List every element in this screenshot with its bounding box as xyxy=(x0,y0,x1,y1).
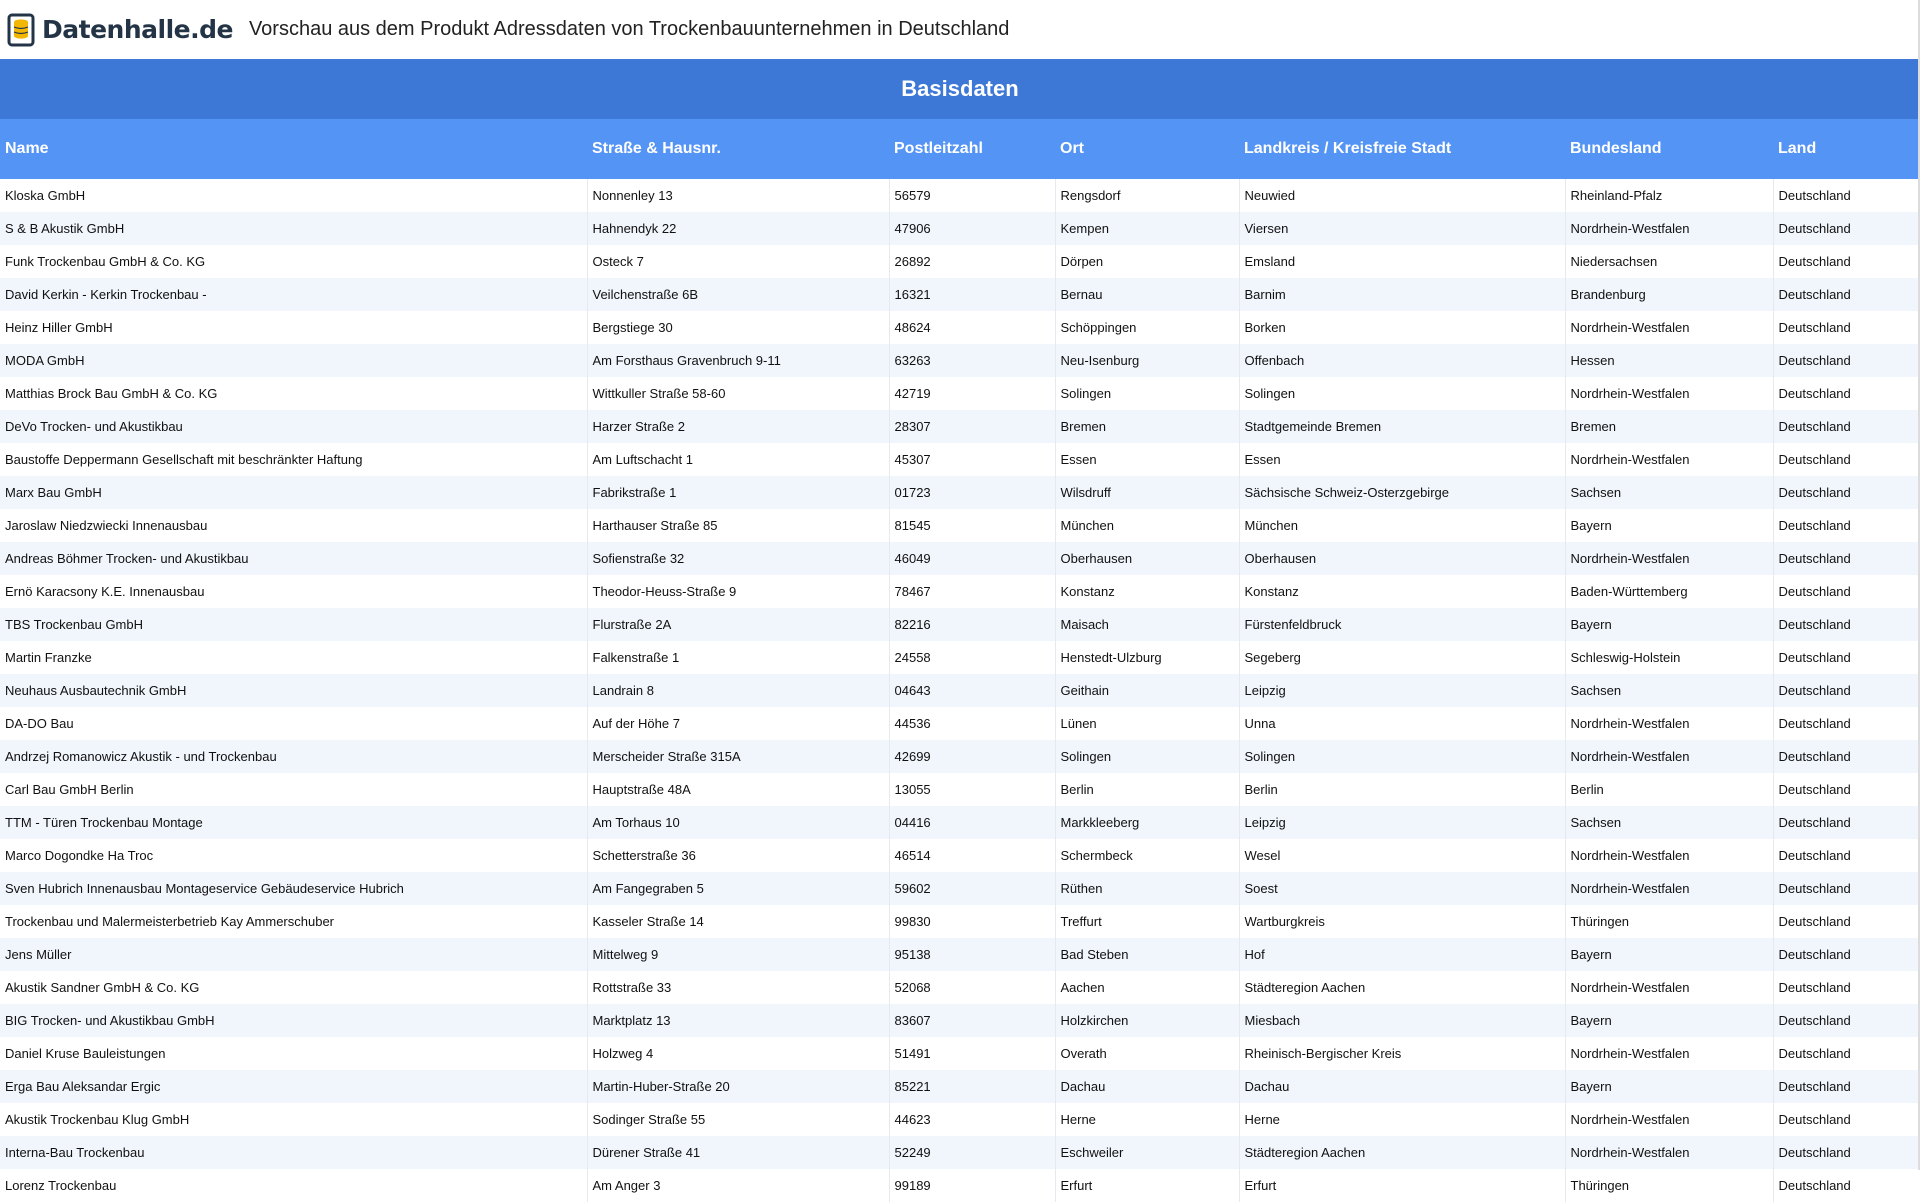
cell-country: Deutschland xyxy=(1773,806,1918,839)
cell-country: Deutschland xyxy=(1773,641,1918,674)
table-row xyxy=(0,212,1918,245)
column-header-city: Ort xyxy=(1055,119,1239,179)
cell-postal-code: 56579 xyxy=(889,179,1055,212)
table-row xyxy=(0,641,1918,674)
table-row xyxy=(0,839,1918,872)
table-header-row xyxy=(0,119,1918,179)
cell-postal-code: 47906 xyxy=(889,212,1055,245)
cell-city: Treffurt xyxy=(1055,905,1239,938)
cell-city: Berlin xyxy=(1055,773,1239,806)
cell-country: Deutschland xyxy=(1773,311,1918,344)
column-header-country: Land xyxy=(1773,119,1918,179)
table-row xyxy=(0,278,1918,311)
cell-city: Henstedt-Ulzburg xyxy=(1055,641,1239,674)
cell-state: Sachsen xyxy=(1565,674,1773,707)
cell-country: Deutschland xyxy=(1773,674,1918,707)
cell-country: Deutschland xyxy=(1773,509,1918,542)
table-row xyxy=(0,674,1918,707)
cell-postal-code: 45307 xyxy=(889,443,1055,476)
table-row xyxy=(0,971,1918,1004)
cell-district: Stadtgemeinde Bremen xyxy=(1239,410,1565,443)
cell-postal-code: 82216 xyxy=(889,608,1055,641)
cell-country: Deutschland xyxy=(1773,938,1918,971)
table-row xyxy=(0,1103,1918,1136)
cell-country: Deutschland xyxy=(1773,377,1918,410)
cell-district: Neuwied xyxy=(1239,179,1565,212)
cell-state: Niedersachsen xyxy=(1565,245,1773,278)
table-row xyxy=(0,179,1918,212)
cell-postal-code: 48624 xyxy=(889,311,1055,344)
cell-country: Deutschland xyxy=(1773,740,1918,773)
cell-postal-code: 99830 xyxy=(889,905,1055,938)
cell-country: Deutschland xyxy=(1773,1103,1918,1136)
cell-country: Deutschland xyxy=(1773,410,1918,443)
table-row xyxy=(0,1004,1918,1037)
cell-street: Osteck 7 xyxy=(587,245,889,278)
cell-state: Nordrhein-Westfalen xyxy=(1565,740,1773,773)
cell-name: Interna-Bau Trockenbau xyxy=(0,1136,587,1169)
table-row xyxy=(0,1037,1918,1070)
cell-name: Sven Hubrich Innenausbau Montageservice Gebäudeservice Hubrich xyxy=(0,872,587,905)
cell-street: Martin-Huber-Straße 20 xyxy=(587,1070,889,1103)
cell-city: Schermbeck xyxy=(1055,839,1239,872)
cell-state: Sachsen xyxy=(1565,476,1773,509)
table-row xyxy=(0,542,1918,575)
cell-state: Nordrhein-Westfalen xyxy=(1565,971,1773,1004)
top-bar xyxy=(0,0,1920,59)
table-row xyxy=(0,872,1918,905)
cell-street: Landrain 8 xyxy=(587,674,889,707)
cell-postal-code: 44536 xyxy=(889,707,1055,740)
cell-city: Erfurt xyxy=(1055,1169,1239,1202)
cell-postal-code: 95138 xyxy=(889,938,1055,971)
cell-postal-code: 24558 xyxy=(889,641,1055,674)
cell-district: Leipzig xyxy=(1239,806,1565,839)
cell-city: Oberhausen xyxy=(1055,542,1239,575)
cell-country: Deutschland xyxy=(1773,971,1918,1004)
cell-district: Rheinisch-Bergischer Kreis xyxy=(1239,1037,1565,1070)
table-row xyxy=(0,476,1918,509)
cell-district: Wartburgkreis xyxy=(1239,905,1565,938)
cell-postal-code: 51491 xyxy=(889,1037,1055,1070)
table-row xyxy=(0,707,1918,740)
cell-postal-code: 46049 xyxy=(889,542,1055,575)
cell-name: MODA GmbH xyxy=(0,344,587,377)
table-row xyxy=(0,575,1918,608)
column-header-state: Bundesland xyxy=(1565,119,1773,179)
cell-state: Schleswig-Holstein xyxy=(1565,641,1773,674)
section-title-basisdaten: Basisdaten xyxy=(0,59,1920,119)
cell-district: Borken xyxy=(1239,311,1565,344)
cell-postal-code: 16321 xyxy=(889,278,1055,311)
cell-street: Marktplatz 13 xyxy=(587,1004,889,1037)
table-row xyxy=(0,740,1918,773)
cell-country: Deutschland xyxy=(1773,1169,1918,1202)
cell-district: Offenbach xyxy=(1239,344,1565,377)
cell-city: Solingen xyxy=(1055,377,1239,410)
cell-state: Nordrhein-Westfalen xyxy=(1565,1136,1773,1169)
cell-postal-code: 13055 xyxy=(889,773,1055,806)
cell-city: München xyxy=(1055,509,1239,542)
cell-name: TBS Trockenbau GmbH xyxy=(0,608,587,641)
cell-postal-code: 52249 xyxy=(889,1136,1055,1169)
cell-street: Dürener Straße 41 xyxy=(587,1136,889,1169)
cell-district: Unna xyxy=(1239,707,1565,740)
cell-country: Deutschland xyxy=(1773,1004,1918,1037)
cell-name: DA-DO Bau xyxy=(0,707,587,740)
table-row xyxy=(0,311,1918,344)
cell-state: Hessen xyxy=(1565,344,1773,377)
cell-state: Brandenburg xyxy=(1565,278,1773,311)
cell-country: Deutschland xyxy=(1773,245,1918,278)
cell-district: Soest xyxy=(1239,872,1565,905)
cell-country: Deutschland xyxy=(1773,344,1918,377)
cell-country: Deutschland xyxy=(1773,1136,1918,1169)
cell-street: Am Fangegraben 5 xyxy=(587,872,889,905)
cell-street: Harzer Straße 2 xyxy=(587,410,889,443)
cell-postal-code: 81545 xyxy=(889,509,1055,542)
cell-city: Bad Steben xyxy=(1055,938,1239,971)
cell-postal-code: 28307 xyxy=(889,410,1055,443)
cell-name: Matthias Brock Bau GmbH & Co. KG xyxy=(0,377,587,410)
table-row xyxy=(0,905,1918,938)
cell-country: Deutschland xyxy=(1773,872,1918,905)
cell-postal-code: 46514 xyxy=(889,839,1055,872)
cell-district: Oberhausen xyxy=(1239,542,1565,575)
cell-city: Bremen xyxy=(1055,410,1239,443)
cell-country: Deutschland xyxy=(1773,575,1918,608)
cell-state: Nordrhein-Westfalen xyxy=(1565,839,1773,872)
cell-country: Deutschland xyxy=(1773,1070,1918,1103)
table-row xyxy=(0,1169,1918,1202)
cell-street: Sodinger Straße 55 xyxy=(587,1103,889,1136)
cell-state: Nordrhein-Westfalen xyxy=(1565,1037,1773,1070)
cell-name: Daniel Kruse Bauleistungen xyxy=(0,1037,587,1070)
cell-state: Nordrhein-Westfalen xyxy=(1565,311,1773,344)
column-header-postal-code: Postleitzahl xyxy=(889,119,1055,179)
cell-state: Bayern xyxy=(1565,938,1773,971)
cell-street: Merscheider Straße 315A xyxy=(587,740,889,773)
cell-district: Segeberg xyxy=(1239,641,1565,674)
logo[interactable] xyxy=(6,12,233,48)
cell-postal-code: 99189 xyxy=(889,1169,1055,1202)
cell-city: Dörpen xyxy=(1055,245,1239,278)
cell-street: Flurstraße 2A xyxy=(587,608,889,641)
cell-street: Nonnenley 13 xyxy=(587,179,889,212)
cell-country: Deutschland xyxy=(1773,839,1918,872)
cell-city: Eschweiler xyxy=(1055,1136,1239,1169)
cell-city: Overath xyxy=(1055,1037,1239,1070)
cell-street: Fabrikstraße 1 xyxy=(587,476,889,509)
cell-state: Nordrhein-Westfalen xyxy=(1565,872,1773,905)
table-row xyxy=(0,806,1918,839)
cell-name: Trockenbau und Malermeisterbetrieb Kay Ammerschuber xyxy=(0,905,587,938)
cell-name: Heinz Hiller GmbH xyxy=(0,311,587,344)
cell-name: Marco Dogondke Ha Troc xyxy=(0,839,587,872)
cell-postal-code: 01723 xyxy=(889,476,1055,509)
cell-street: Sofienstraße 32 xyxy=(587,542,889,575)
table-row xyxy=(0,410,1918,443)
cell-postal-code: 04416 xyxy=(889,806,1055,839)
cell-city: Rüthen xyxy=(1055,872,1239,905)
cell-state: Bayern xyxy=(1565,509,1773,542)
cell-name: Lorenz Trockenbau xyxy=(0,1169,587,1202)
cell-district: Sächsische Schweiz-Osterzgebirge xyxy=(1239,476,1565,509)
cell-district: Hof xyxy=(1239,938,1565,971)
cell-state: Baden-Württemberg xyxy=(1565,575,1773,608)
cell-street: Harthauser Straße 85 xyxy=(587,509,889,542)
table-row xyxy=(0,1070,1918,1103)
cell-district: Barnim xyxy=(1239,278,1565,311)
logo-text: Datenhalle.de xyxy=(42,15,233,44)
cell-name: Andrzej Romanowicz Akustik - und Trockenbau xyxy=(0,740,587,773)
cell-district: Wesel xyxy=(1239,839,1565,872)
cell-street: Am Torhaus 10 xyxy=(587,806,889,839)
cell-state: Berlin xyxy=(1565,773,1773,806)
cell-state: Thüringen xyxy=(1565,1169,1773,1202)
cell-street: Am Anger 3 xyxy=(587,1169,889,1202)
cell-district: Städteregion Aachen xyxy=(1239,971,1565,1004)
cell-district: Konstanz xyxy=(1239,575,1565,608)
cell-district: Berlin xyxy=(1239,773,1565,806)
cell-district: Städteregion Aachen xyxy=(1239,1136,1565,1169)
cell-postal-code: 85221 xyxy=(889,1070,1055,1103)
data-table xyxy=(0,119,1918,1202)
cell-state: Nordrhein-Westfalen xyxy=(1565,212,1773,245)
table-row xyxy=(0,344,1918,377)
cell-district: München xyxy=(1239,509,1565,542)
cell-country: Deutschland xyxy=(1773,608,1918,641)
cell-country: Deutschland xyxy=(1773,443,1918,476)
cell-name: TTM - Türen Trockenbau Montage xyxy=(0,806,587,839)
cell-state: Sachsen xyxy=(1565,806,1773,839)
cell-district: Leipzig xyxy=(1239,674,1565,707)
cell-name: BIG Trocken- und Akustikbau GmbH xyxy=(0,1004,587,1037)
cell-postal-code: 42699 xyxy=(889,740,1055,773)
cell-street: Auf der Höhe 7 xyxy=(587,707,889,740)
cell-postal-code: 83607 xyxy=(889,1004,1055,1037)
cell-city: Holzkirchen xyxy=(1055,1004,1239,1037)
cell-name: DeVo Trocken- und Akustikbau xyxy=(0,410,587,443)
cell-city: Rengsdorf xyxy=(1055,179,1239,212)
table-row xyxy=(0,377,1918,410)
cell-street: Am Forsthaus Gravenbruch 9-11 xyxy=(587,344,889,377)
cell-city: Bernau xyxy=(1055,278,1239,311)
cell-postal-code: 52068 xyxy=(889,971,1055,1004)
cell-name: Kloska GmbH xyxy=(0,179,587,212)
cell-name: Jaroslaw Niedzwiecki Innenausbau xyxy=(0,509,587,542)
cell-street: Kasseler Straße 14 xyxy=(587,905,889,938)
cell-street: Hahnendyk 22 xyxy=(587,212,889,245)
table-body xyxy=(0,179,1918,1202)
cell-district: Solingen xyxy=(1239,740,1565,773)
cell-postal-code: 42719 xyxy=(889,377,1055,410)
cell-country: Deutschland xyxy=(1773,179,1918,212)
cell-city: Lünen xyxy=(1055,707,1239,740)
cell-country: Deutschland xyxy=(1773,542,1918,575)
cell-district: Herne xyxy=(1239,1103,1565,1136)
cell-city: Neu-Isenburg xyxy=(1055,344,1239,377)
cell-state: Rheinland-Pfalz xyxy=(1565,179,1773,212)
column-header-street: Straße & Hausnr. xyxy=(587,119,889,179)
cell-state: Nordrhein-Westfalen xyxy=(1565,707,1773,740)
cell-district: Erfurt xyxy=(1239,1169,1565,1202)
table-row xyxy=(0,509,1918,542)
cell-state: Nordrhein-Westfalen xyxy=(1565,377,1773,410)
column-header-district: Landkreis / Kreisfreie Stadt xyxy=(1239,119,1565,179)
cell-district: Essen xyxy=(1239,443,1565,476)
cell-city: Maisach xyxy=(1055,608,1239,641)
cell-street: Rottstraße 33 xyxy=(587,971,889,1004)
cell-city: Konstanz xyxy=(1055,575,1239,608)
cell-name: Marx Bau GmbH xyxy=(0,476,587,509)
cell-district: Dachau xyxy=(1239,1070,1565,1103)
cell-country: Deutschland xyxy=(1773,905,1918,938)
cell-country: Deutschland xyxy=(1773,476,1918,509)
cell-city: Schöppingen xyxy=(1055,311,1239,344)
cell-state: Bremen xyxy=(1565,410,1773,443)
cell-street: Am Luftschacht 1 xyxy=(587,443,889,476)
cell-name: Erga Bau Aleksandar Ergic xyxy=(0,1070,587,1103)
cell-city: Wilsdruff xyxy=(1055,476,1239,509)
cell-postal-code: 26892 xyxy=(889,245,1055,278)
cell-postal-code: 63263 xyxy=(889,344,1055,377)
cell-postal-code: 59602 xyxy=(889,872,1055,905)
cell-state: Bayern xyxy=(1565,1004,1773,1037)
cell-name: S & B Akustik GmbH xyxy=(0,212,587,245)
table-row xyxy=(0,443,1918,476)
cell-name: Akustik Trockenbau Klug GmbH xyxy=(0,1103,587,1136)
cell-country: Deutschland xyxy=(1773,212,1918,245)
cell-district: Solingen xyxy=(1239,377,1565,410)
cell-state: Nordrhein-Westfalen xyxy=(1565,443,1773,476)
table-row xyxy=(0,245,1918,278)
cell-state: Nordrhein-Westfalen xyxy=(1565,1103,1773,1136)
column-header-name: Name xyxy=(0,119,587,179)
cell-street: Schetterstraße 36 xyxy=(587,839,889,872)
cell-district: Viersen xyxy=(1239,212,1565,245)
cell-street: Mittelweg 9 xyxy=(587,938,889,971)
cell-name: David Kerkin - Kerkin Trockenbau - xyxy=(0,278,587,311)
cell-city: Essen xyxy=(1055,443,1239,476)
cell-city: Dachau xyxy=(1055,1070,1239,1103)
cell-postal-code: 04643 xyxy=(889,674,1055,707)
cell-country: Deutschland xyxy=(1773,278,1918,311)
cell-city: Aachen xyxy=(1055,971,1239,1004)
cell-name: Funk Trockenbau GmbH & Co. KG xyxy=(0,245,587,278)
cell-postal-code: 44623 xyxy=(889,1103,1055,1136)
cell-district: Miesbach xyxy=(1239,1004,1565,1037)
cell-district: Emsland xyxy=(1239,245,1565,278)
cell-district: Fürstenfeldbruck xyxy=(1239,608,1565,641)
cell-street: Falkenstraße 1 xyxy=(587,641,889,674)
cell-city: Herne xyxy=(1055,1103,1239,1136)
cell-country: Deutschland xyxy=(1773,707,1918,740)
cell-name: Ernö Karacsony K.E. Innenausbau xyxy=(0,575,587,608)
cell-country: Deutschland xyxy=(1773,773,1918,806)
cell-city: Markkleeberg xyxy=(1055,806,1239,839)
table-row xyxy=(0,608,1918,641)
cell-name: Neuhaus Ausbautechnik GmbH xyxy=(0,674,587,707)
cell-street: Wittkuller Straße 58-60 xyxy=(587,377,889,410)
cell-state: Bayern xyxy=(1565,608,1773,641)
cell-state: Nordrhein-Westfalen xyxy=(1565,542,1773,575)
table-row xyxy=(0,1136,1918,1169)
cell-name: Baustoffe Deppermann Gesellschaft mit beschränkter Haftung xyxy=(0,443,587,476)
cell-postal-code: 78467 xyxy=(889,575,1055,608)
cell-street: Theodor-Heuss-Straße 9 xyxy=(587,575,889,608)
cell-name: Akustik Sandner GmbH & Co. KG xyxy=(0,971,587,1004)
cell-name: Martin Franzke xyxy=(0,641,587,674)
cell-street: Bergstiege 30 xyxy=(587,311,889,344)
cell-country: Deutschland xyxy=(1773,1037,1918,1070)
database-document-icon xyxy=(6,12,38,48)
cell-city: Solingen xyxy=(1055,740,1239,773)
cell-name: Carl Bau GmbH Berlin xyxy=(0,773,587,806)
page-title: Vorschau aus dem Produkt Adressdaten von Trockenbauunternehmen in Deutschland xyxy=(248,18,1010,40)
cell-name: Jens Müller xyxy=(0,938,587,971)
cell-state: Thüringen xyxy=(1565,905,1773,938)
cell-name: Andreas Böhmer Trocken- und Akustikbau xyxy=(0,542,587,575)
cell-state: Bayern xyxy=(1565,1070,1773,1103)
cell-city: Geithain xyxy=(1055,674,1239,707)
cell-street: Veilchenstraße 6B xyxy=(587,278,889,311)
cell-street: Holzweg 4 xyxy=(587,1037,889,1070)
cell-street: Hauptstraße 48A xyxy=(587,773,889,806)
table-row xyxy=(0,773,1918,806)
cell-city: Kempen xyxy=(1055,212,1239,245)
table-row xyxy=(0,938,1918,971)
